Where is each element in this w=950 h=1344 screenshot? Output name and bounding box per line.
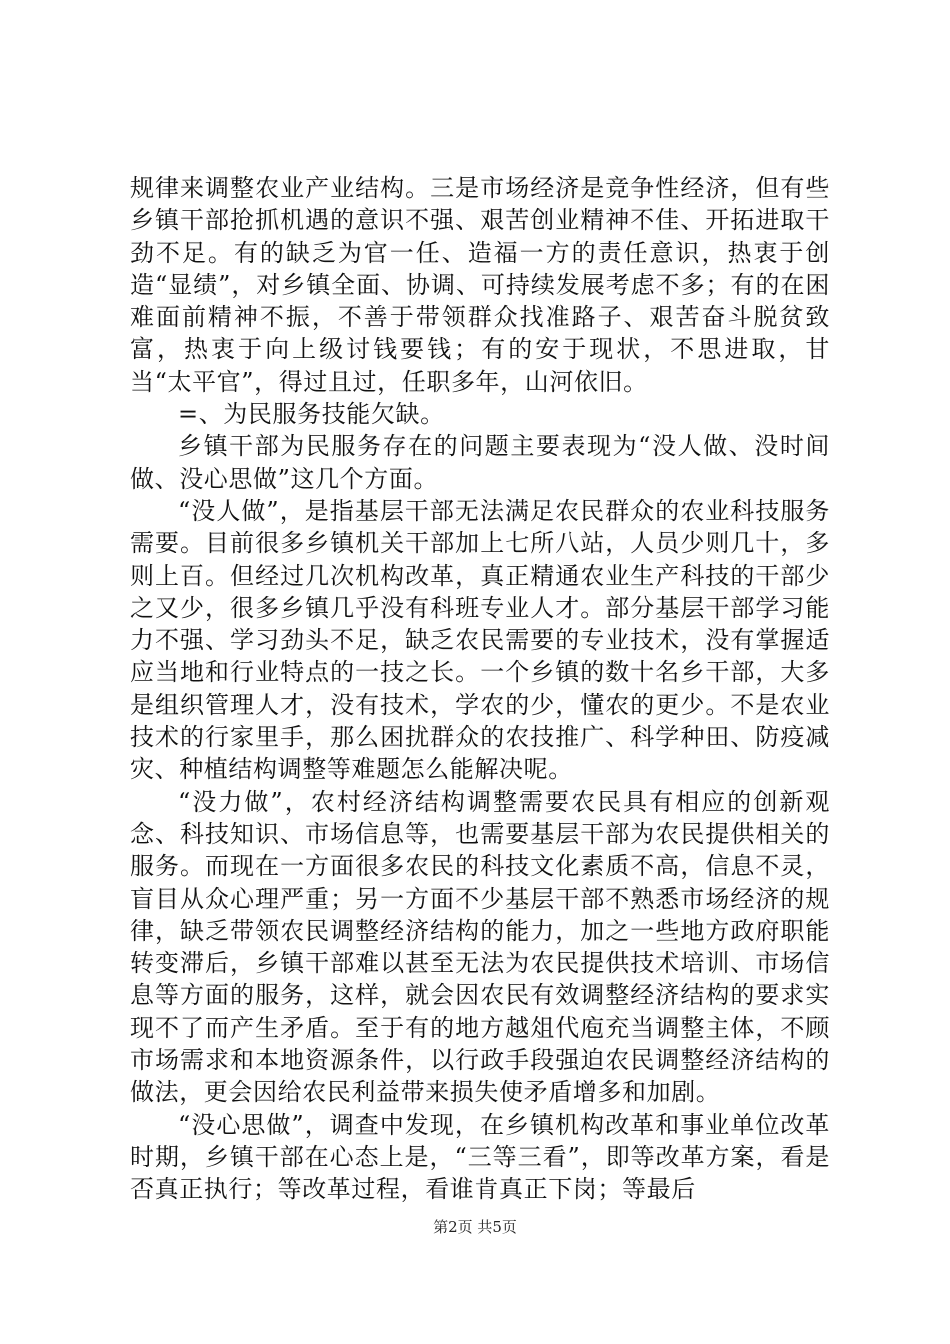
paragraph: “没力做”，农村经济结构调整需要农民具有相应的创新观念、科技知识、市场信息等，也需要基层干部为农民提供相关的服务。而现在一方面很多农民的科技文化素质不高，信息不灵，盲目从众心理严重；另一方面不少基层干部不熟悉市场经济的规律，缺乏带领农民调整经济结构的能力，加之一些地方政府职能转变滞后，乡镇干部难以甚至无法为农民提供技术培训、市场信息等方面的服务，这样，就会因农民有效调整经济结构的要求实现不了而产生矛盾。至于有的地方越俎代庖充当调整主体，不顾市场需求和本地资源条件，以行政手段强迫农民调整经济结构的做法，更会因给农民利益带来损失使矛盾增多和加剧。 <box>130 787 830 1107</box>
paragraph: “没心思做”，调查中发现，在乡镇机构改革和事业单位改革时期，乡镇干部在心态上是，“三等三看”，即等改革方案，看是否真正执行；等改革过程，看谁肯真正下岗；等最后 <box>130 1110 830 1204</box>
paragraph: “没人做”，是指基层干部无法满足农民群众的农业科技服务需要。目前很多乡镇机关干部加上七所八站，人员少则几十，多则上百。但经过几次机构改革，真正精通农业生产科技的干部少之又少，很多乡镇几乎没有科班专业人才。部分基层干部学习能力不强、学习劲头不足，缺乏农民需要的专业技术，没有掌握适应当地和行业特点的一技之长。一个乡镇的数十名乡干部，大多是组织管理人才，没有技术，学农的少，懂农的更少。不是农业技术的行家里手，那么困扰群众的农技推广、科学种田、防疫减灾、种植结构调整等难题怎么能解决呢。 <box>130 496 830 784</box>
paragraph: 乡镇干部为民服务存在的问题主要表现为“没人做、没时间做、没心思做”这几个方面。 <box>130 432 830 493</box>
section-heading: =、为民服务技能欠缺。 <box>178 400 445 429</box>
page-number-footer: 第2页 共5页 <box>433 1218 517 1236</box>
document-body <box>130 172 830 1206</box>
paragraph-continued: 规律来调整农业产业结构。三是市场经济是竞争性经济，但有些乡镇干部抢抓机遇的意识不强、艰苦创业精神不佳、开拓进取干劲不足。有的缺乏为官一任、造福一方的责任意识，热衷于创造“显绩”，对乡镇全面、协调、可持续发展考虑不多；有的在困难面前精神不振，不善于带领群众找准路子、艰苦奋斗脱贫致富，热衷于向上级讨钱要钱；有的安于现状，不思进取，甘当“太平官”，得过且过，任职多年，山河依旧。 <box>130 174 830 396</box>
